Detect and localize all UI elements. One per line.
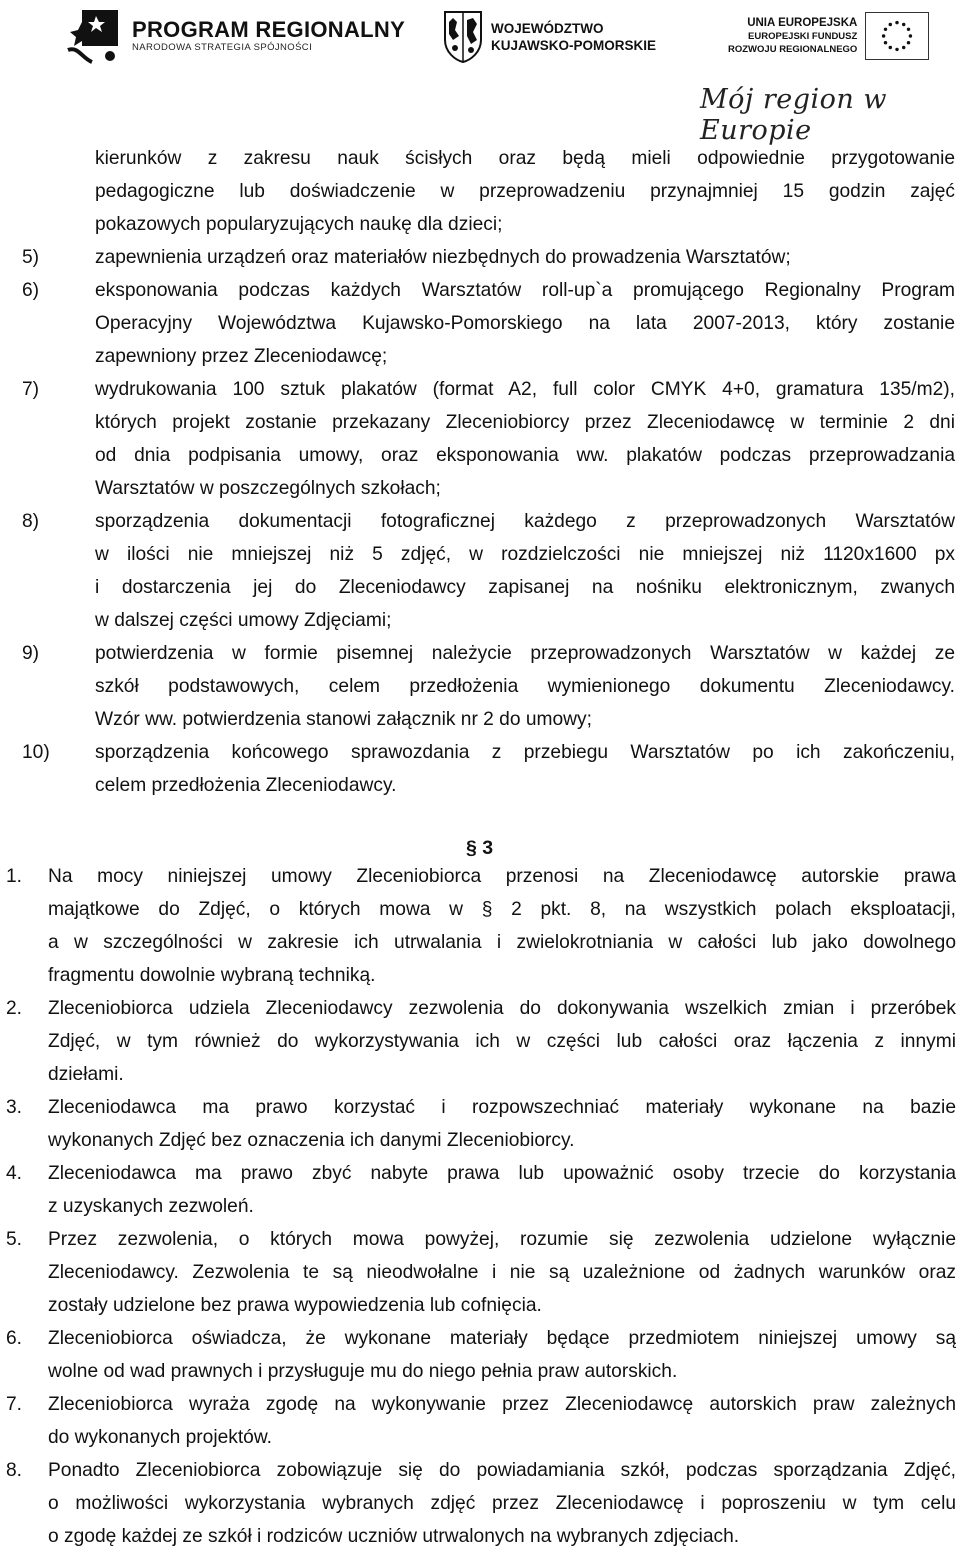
text-line: majątkowe do Zdjęć, o których mowa w § 2 pkt. 8, na wszystkich polach eksploatacji, xyxy=(48,899,956,920)
text-line: wolne od wad prawnych i przysługuje mu do niego pełnia praw autorskich. xyxy=(48,1361,678,1382)
item-number: 3. xyxy=(6,1097,23,1118)
text-line: wykonanych Zdjęć bez oznaczenia ich danymi Zleceniobiorcy. xyxy=(48,1130,575,1151)
item-number: 9) xyxy=(22,643,40,664)
coat-of-arms-icon xyxy=(443,10,483,64)
region-line-1: WOJEWÓDZTWO xyxy=(491,21,604,36)
text-line: do wykonanych projektów. xyxy=(48,1427,272,1448)
document-header xyxy=(0,0,960,146)
text-line: zapewniony przez Zleceniodawcę; xyxy=(95,346,388,367)
item-number: 8) xyxy=(22,511,40,532)
text-line: Na mocy niniejszej umowy Zleceniobiorca przenosi na Zleceniodawcę autorskie prawa xyxy=(48,866,956,887)
text-line: Zleceniodawcy. Zezwolenia te są nieodwołalne i nie są uzależnione od żadnych warunków oraz xyxy=(48,1262,956,1283)
text-line: sporządzenia dokumentacji fotograficznej każdego z przeprowadzonych Warsztatów xyxy=(95,511,955,532)
text-line: fragmentu dowolnie wybraną techniką. xyxy=(48,965,376,986)
text-line: Zdjęć, w tym również do wykorzystywania ich w części lub całości oraz łączenia z innymi xyxy=(48,1031,956,1052)
item-number: 4. xyxy=(6,1163,23,1184)
item-number: 5. xyxy=(6,1229,23,1250)
program-regionalny-emblem-icon xyxy=(62,6,124,66)
text-line: szkół podstawowych, celem przedłożenia wymienionego dokumentu Zleceniodawcy. xyxy=(95,676,955,697)
item-number: 8. xyxy=(6,1460,23,1481)
item-number: 7) xyxy=(22,379,40,400)
item-number: 7. xyxy=(6,1394,23,1415)
text-line: eksponowania podczas każdych Warsztatów roll-up`a promującego Regionalny Program xyxy=(95,280,955,301)
item-number: 10) xyxy=(22,742,50,763)
text-line: zapewnienia urządzeń oraz materiałów niezbędnych do prowadzenia Warsztatów; xyxy=(95,247,791,268)
item-number: 6. xyxy=(6,1328,23,1349)
text-line: zostały udzielone bez prawa wypowiedzenia lub cofnięcia. xyxy=(48,1295,542,1316)
text-line: Wzór ww. potwierdzenia stanowi załącznik nr 2 do umowy; xyxy=(95,709,592,730)
text-line: sporządzenia końcowego sprawozdania z przebiegu Warsztatów po ich zakończeniu, xyxy=(95,742,955,763)
text-line: Zleceniodawca ma prawo korzystać i rozpowszechniać materiały wykonane na bazie xyxy=(48,1097,956,1118)
text-line: których projekt zostanie przekazany Zleceniobiorcy przez Zleceniodawcę w terminie 2 dni xyxy=(95,412,955,433)
eu-line-2: EUROPEJSKI FUNDUSZ xyxy=(748,30,858,42)
text-line: i dostarczenia jej do Zleceniodawcy zapisanej na nośniku elektronicznym, zwanych xyxy=(95,577,955,598)
text-line: kierunków z zakresu nauk ścisłych oraz będą mieli odpowiednie przygotowanie xyxy=(95,148,955,169)
eu-flag-icon xyxy=(865,12,929,60)
text-line: pokazowych popularyzujących naukę dla dzieci; xyxy=(95,214,503,235)
text-line: Zleceniobiorca wyraża zgodę na wykonywanie przez Zleceniodawcę autorskich praw zależnych xyxy=(48,1394,956,1415)
text-line: Zleceniobiorca udziela Zleceniodawcy zezwolenia do dokonywania wszelkich zmian i przeróbek xyxy=(48,998,956,1019)
text-line: a w szczególności w zakresie ich utrwalania i zwielokrotniania w całości lub jako dowolnego xyxy=(48,932,956,953)
text-line: z uzyskanych zezwoleń. xyxy=(48,1196,254,1217)
item-number: 5) xyxy=(22,247,40,268)
text-line: w dalszej części umowy Zdjęciami; xyxy=(95,610,392,631)
text-line: o możliwości wykorzystania wybranych zdjęć przez Zleceniodawcę i poproszeniu w tym celu xyxy=(48,1493,956,1514)
text-line: od dnia podpisania umowy, oraz eksponowania ww. plakatów podczas przeprowadzania xyxy=(95,445,955,466)
program-title: PROGRAM REGIONALNY xyxy=(132,17,406,42)
text-line: w ilości nie mniejszej niż 5 zdjęć, w rozdzielczości nie mniejszej niż 1120x1600 px xyxy=(95,544,955,565)
text-line: potwierdzenia w formie pisemnej należycie przeprowadzonych Warsztatów w każdej ze xyxy=(95,643,955,664)
wojewodztwo-logo xyxy=(443,10,656,64)
item-number: 2. xyxy=(6,998,23,1019)
text-line: Przez zezwolenia, o których mowa powyżej, rozumie się zezwolenia udzielone wyłącznie xyxy=(48,1229,956,1250)
text-line: Ponadto Zleceniobiorca zobowiązuje się do powiadamiania szkół, podczas sporządzania Zdjęć, xyxy=(48,1460,956,1481)
text-line: Zleceniobiorca oświadcza, że wykonane materiały będące przedmiotem niniejszej umowy są xyxy=(48,1328,956,1349)
text-line: Zleceniodawca ma prawo zbyć nabyte prawa lub upoważnić osoby trzecie do korzystania xyxy=(48,1163,956,1184)
item-number: 6) xyxy=(22,280,40,301)
eu-line-3: ROZWOJU REGIONALNEGO xyxy=(728,43,858,55)
text-line: Operacyjny Województwa Kujawsko-Pomorskiego na lata 2007-2013, który zostanie xyxy=(95,313,955,334)
program-regionalny-logo xyxy=(62,6,405,66)
item-number: 1. xyxy=(6,866,23,887)
text-line: o zgodę każdej ze szkół i rodziców uczniów utrwalonych na wybranych zdjęciach. xyxy=(48,1526,740,1547)
text-line: dziełami. xyxy=(48,1064,124,1085)
eu-line-1: UNIA EUROPEJSKA xyxy=(747,16,858,29)
slogan: Mój region w Europie xyxy=(700,84,887,146)
section-heading: § 3 xyxy=(466,837,494,859)
text-line: Warsztatów w poszczególnych szkołach; xyxy=(95,478,441,499)
text-line: wydrukowania 100 sztuk plakatów (format A2, full color CMYK 4+0, gramatura 135/m2), xyxy=(95,379,955,400)
text-line: pedagogiczne lub doświadczenie w przeprowadzeniu przynajmniej 15 godzin zajęć xyxy=(95,181,955,202)
eu-logo xyxy=(728,12,929,60)
region-line-2: KUJAWSKO-POMORSKIE xyxy=(491,38,657,53)
text-line: celem przedłożenia Zleceniodawcy. xyxy=(95,775,397,796)
program-subtitle: NARODOWA STRATEGIA SPÓJNOŚCI xyxy=(132,42,313,53)
